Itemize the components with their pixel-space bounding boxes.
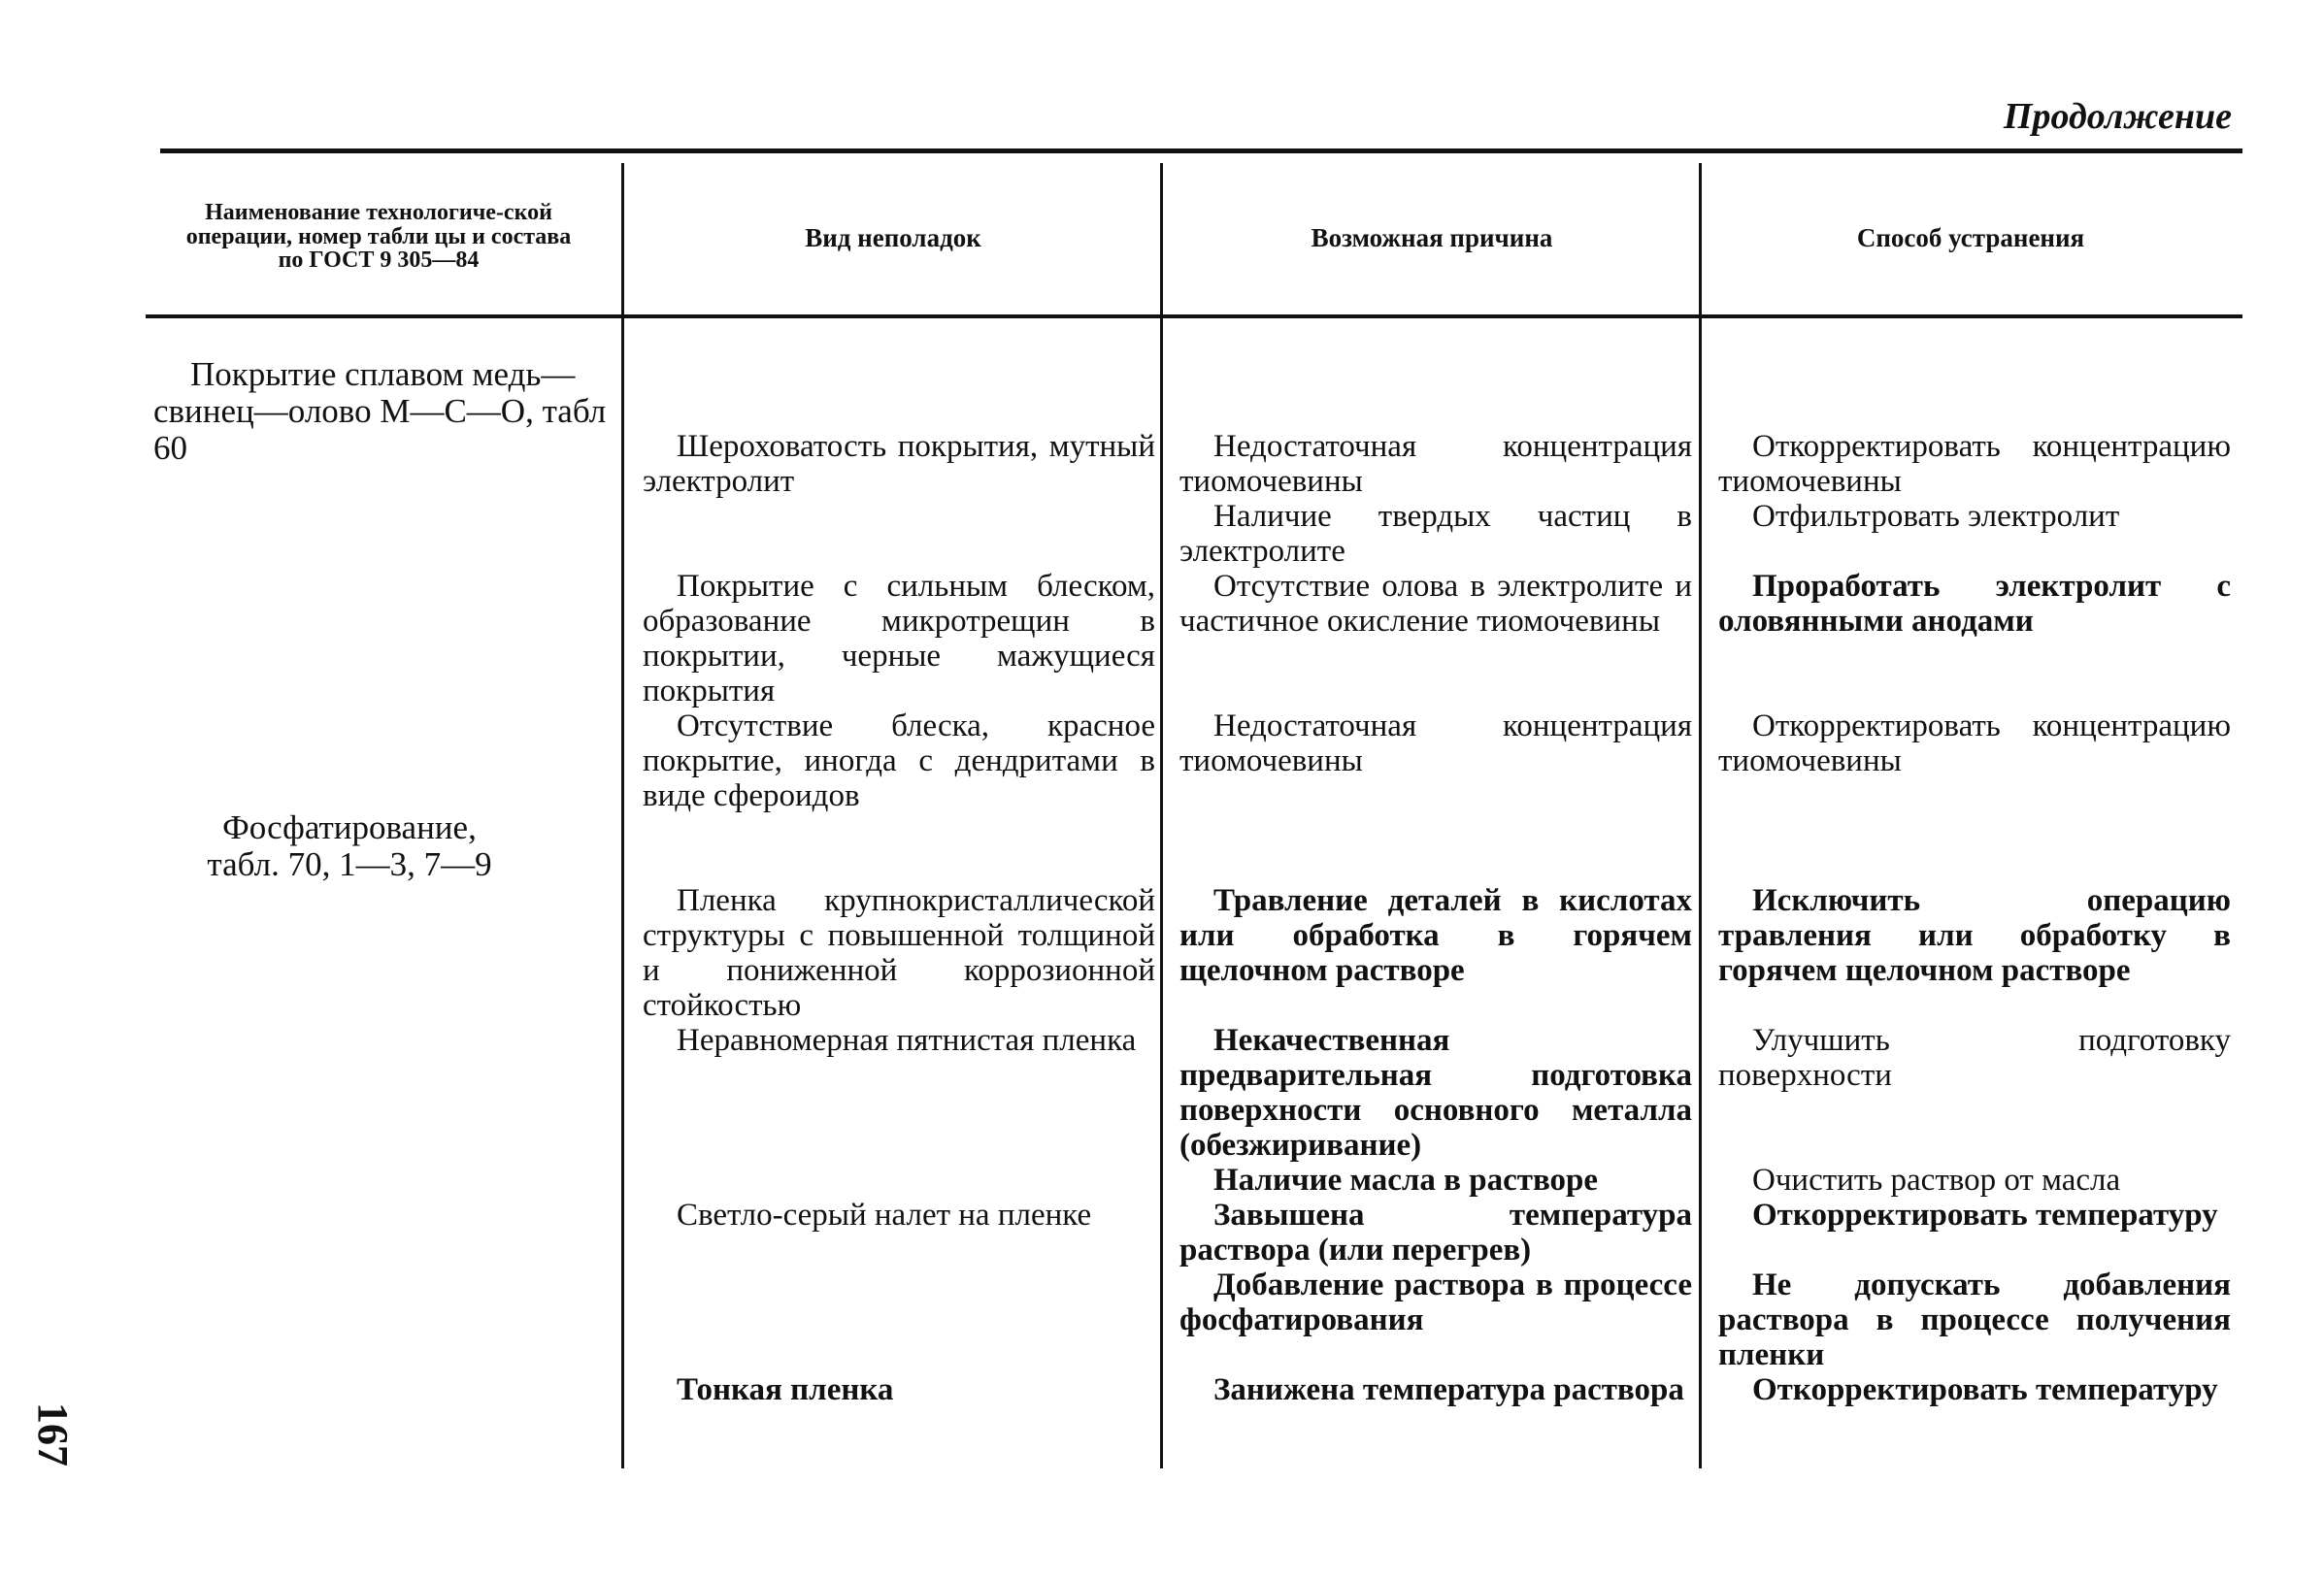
- cause-cell: Недостаточная концентрация тиомочевины: [1179, 708, 1692, 778]
- operation-name-1: Покрытие сплавом медь—свинец—олово М—С—О, табл 60: [153, 355, 607, 467]
- header-remedy: Способ устранения: [1856, 222, 2085, 252]
- remedy-cell: Проработать электролит с оловянными анодами: [1718, 569, 2231, 639]
- remedy-cell: Откорректировать концентрацию тиомочевины: [1718, 429, 2231, 499]
- column-divider-1: [621, 163, 624, 1468]
- header-bottom-rule: [146, 314, 2242, 318]
- column-divider-2: [1160, 163, 1163, 1468]
- cause-cell: Наличие масла в растворе: [1213, 1163, 1599, 1198]
- cause-cell: Завышена температура раствора (или перегрев): [1179, 1198, 1692, 1268]
- defect-cell: Пленка крупнокристаллической структуры с повышенной толщиной и пониженной коррозионной стойкостью: [643, 883, 1155, 1023]
- operation-name-2: Фосфатирование, табл. 70, 1—3, 7—9: [207, 808, 492, 883]
- cause-cell: Занижена температура раствора: [1213, 1372, 1684, 1407]
- remedy-cell: Не допускать добавления раствора в процессе получения пленки: [1718, 1268, 2231, 1372]
- header-operation: Наименование технологиче-ской операции, номер табли цы и состава по ГОСТ 9 305—84: [185, 200, 572, 274]
- cause-cell: Наличие твердых частиц в электролите: [1179, 499, 1692, 569]
- defect-cell: Неравномерная пятнистая пленка: [677, 1023, 1137, 1058]
- remedy-cell: Откорректировать концентрацию тиомочевины: [1718, 708, 2231, 778]
- cause-cell: Травление деталей в кислотах или обработка в горячем щелочном растворе: [1179, 883, 1692, 988]
- remedy-cell: Отфильтровать электролит: [1752, 499, 2120, 534]
- column-divider-3: [1699, 163, 1702, 1468]
- remedy-cell: Исключить операцию травления или обработку в горячем щелочном растворе: [1718, 883, 2231, 988]
- remedy-cell: Очистить раствор от масла: [1752, 1163, 2121, 1198]
- defect-cell: Отсутствие блеска, красное покрытие, иногда с дендритами в виде сфероидов: [643, 708, 1155, 813]
- header-cause: Возможная причина: [1311, 222, 1553, 252]
- header-defect: Вид неполадок: [805, 222, 981, 252]
- defect-cell: Шероховатость покрытия, мутный электролит: [643, 429, 1155, 499]
- defect-cell: Покрытие с сильным блеском, образование микротрещин в покрытии, черные мажущиеся покрытия: [643, 569, 1155, 708]
- page-number: 167: [29, 1402, 77, 1466]
- cause-cell: Недостаточная концентрация тиомочевины: [1179, 429, 1692, 499]
- defect-cell: Светло-серый налет на пленке: [677, 1198, 1092, 1233]
- continuation-label: Продолжение: [2003, 96, 2232, 137]
- remedy-cell: Откорректировать температуру: [1752, 1198, 2218, 1233]
- remedy-cell: Улучшить подготовку поверхности: [1718, 1023, 2231, 1093]
- remedy-cell: Откорректировать температуру: [1752, 1372, 2218, 1407]
- cause-cell: Добавление раствора в процессе фосфатирования: [1179, 1268, 1692, 1337]
- cause-cell: Отсутствие олова в электролите и частичное окисление тиомочевины: [1179, 569, 1692, 639]
- table-top-rule: [160, 148, 2242, 153]
- defect-cell: Тонкая пленка: [677, 1372, 894, 1407]
- cause-cell: Некачественная предварительная подготовка поверхности основного металла (обезжиривание): [1179, 1023, 1692, 1163]
